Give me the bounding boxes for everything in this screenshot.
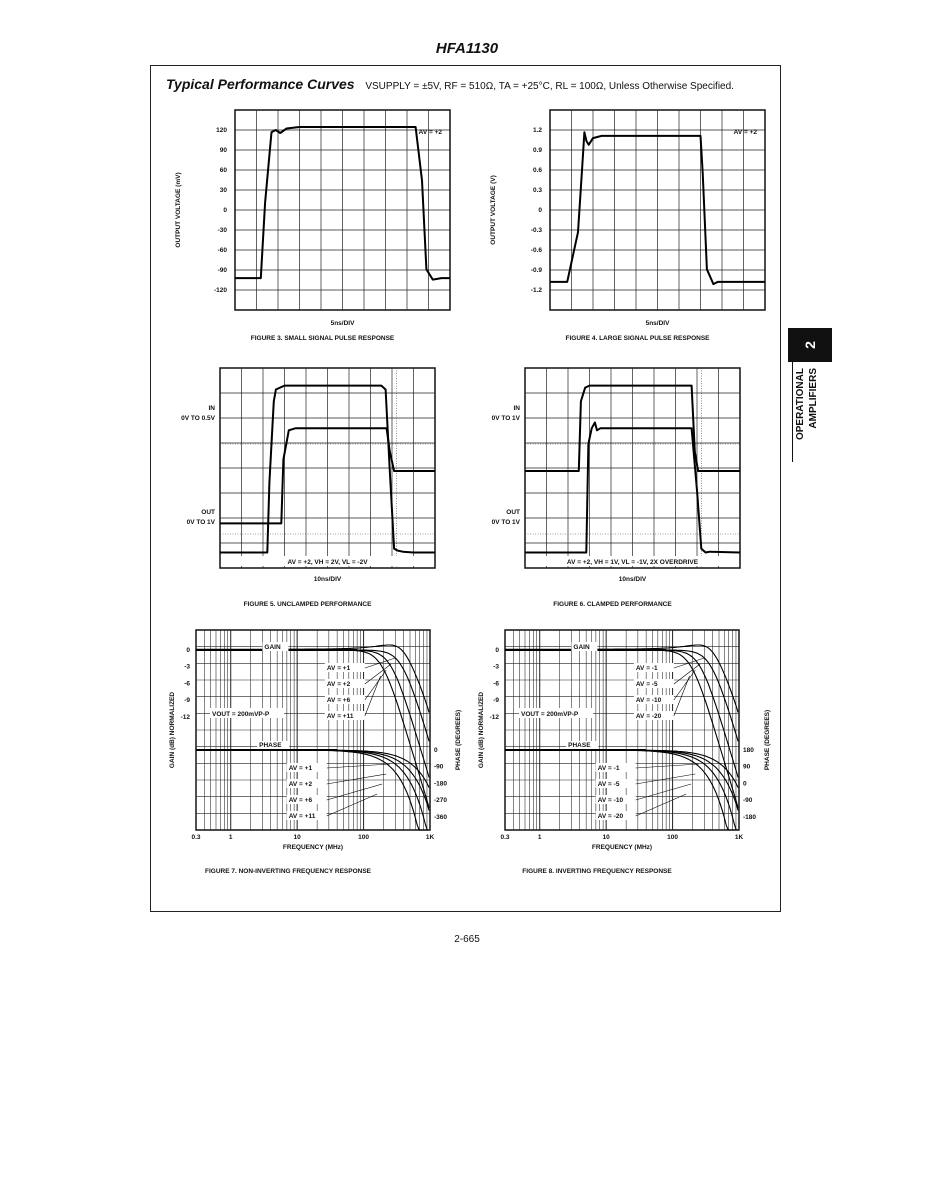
x-tick-label: 10 [602,834,610,841]
y-tick-label: 0.9 [532,147,542,154]
leader-line [636,794,686,816]
gain-annotation: AV = +2 [418,129,442,136]
y2-tick-label: -270 [434,797,448,805]
vout-label: VOUT = 200mVP-P [521,711,579,718]
phase-series-label: AV = -10 [597,797,624,804]
conditions-text: VSUPPLY = ±5V, RF = 510Ω, TA = +25°C, RL = 100Ω, Unless Otherwise Specified. [365,81,734,92]
y-tick-label: -0.6 [530,247,542,254]
phase-series-label: AV = +1 [288,765,313,772]
gain-series-label: AV = -20 [635,713,662,720]
phase-series-label: AV = +2 [288,781,313,788]
leader-line [636,784,691,800]
y-axis-label: GAIN (dB) NORMALIZED [169,691,176,769]
x-tick-label: 1K [734,834,744,841]
y-tick-label: -30 [217,227,227,234]
leader-line [636,774,696,784]
x-tick-label: 0.3 [191,834,201,841]
x-tick-label: 100 [667,834,679,841]
y2-tick-label: -90 [434,763,444,771]
chart-figure-8 [465,622,775,882]
side-tab-number: 2 [788,328,832,362]
y-tick-label: -0.9 [530,267,542,274]
phase-series-label: AV = -1 [597,765,620,772]
section-heading: Typical Performance Curves [166,76,355,92]
y-tick-label: -1.2 [530,287,542,294]
gain-series-label: AV = +2 [326,681,351,688]
y2-tick-label: 0 [743,780,747,788]
x-tick-label: 1 [537,834,542,841]
y-tick-label: 0 [186,647,190,654]
x-axis-label: 5ns/DIV [645,320,670,327]
x-axis-label: 5ns/DIV [330,320,355,327]
x-axis-label: FREQUENCY (MHz) [282,844,344,851]
leader-line [327,774,387,784]
y-tick-label: 30 [219,187,227,194]
chart-figure-6 [465,360,775,615]
scope-annotation: AV = +2, VH = 2V, VL = -2V [287,559,368,566]
gain-series-label: AV = +11 [326,713,354,720]
y2-tick-label: -360 [434,813,448,821]
y-tick-label: 0.3 [532,187,542,194]
y-tick-label: -6 [184,680,190,688]
y2-axis-label: PHASE (DEGREES) [455,709,462,771]
y-axis-label: OUTPUT VOLTAGE (mV) [175,172,182,248]
leader-line [327,794,377,816]
leader-line [327,784,382,800]
y-tick-label: 90 [219,147,227,154]
chart-figure-4 [465,100,775,350]
leader-line [327,764,390,768]
y2-tick-label: -180 [743,813,757,821]
x-tick-label: 10 [293,834,301,841]
gain-annotation: AV = +2 [733,129,757,136]
y2-tick-label: 180 [743,747,754,754]
y-tick-label: -9 [184,697,190,705]
side-tab-line2: AMPLIFIERS [808,368,819,429]
y-tick-label: 0 [495,647,499,654]
gain-label: GAIN [264,644,281,651]
x-tick-label: 100 [358,834,370,841]
phase-series-label: AV = +11 [288,813,316,820]
side-tab-rule [792,362,793,462]
in-range-label: 0V TO 1V [491,415,520,422]
page-header: HFA1130 [435,40,499,57]
gain-label: GAIN [573,644,590,651]
y-tick-label: -12 [180,713,190,721]
phase-series-label: AV = -20 [597,813,624,820]
x-tick-label: 1K [425,834,435,841]
in-label: IN [208,405,215,412]
y-tick-label: 60 [219,167,227,174]
x-axis-label: 10ns/DIV [313,576,342,583]
gain-series-label: AV = +1 [326,665,351,672]
figure-caption: FIGURE 5. UNCLAMPED PERFORMANCE [243,601,372,608]
y-tick-label: -3 [184,663,190,671]
section-title [166,76,734,92]
chart-figure-7 [160,622,460,882]
gain-series-label: AV = -5 [635,681,658,688]
y-tick-label: 0.6 [532,167,542,174]
y2-tick-label: -180 [434,780,448,788]
gain-series-label: AV = -10 [635,697,662,704]
y-tick-label: -0.3 [530,227,542,234]
vout-label: VOUT = 200mVP-P [212,711,270,718]
figure-caption: FIGURE 6. CLAMPED PERFORMANCE [553,601,672,608]
out-label: OUT [201,509,215,516]
x-tick-label: 1 [228,834,233,841]
y2-tick-label: 90 [743,763,751,771]
y-tick-label: -120 [213,287,227,294]
y2-tick-label: -90 [743,797,753,805]
x-axis-label: FREQUENCY (MHz) [591,844,653,851]
y-tick-label: 1.2 [532,127,542,134]
phase-series-label: AV = -5 [597,781,620,788]
phase-label: PHASE [568,742,591,749]
figure-caption: FIGURE 3. SMALL SIGNAL PULSE RESPONSE [250,335,395,342]
y-tick-label: -3 [493,663,499,671]
y-tick-label: -9 [493,697,499,705]
y-tick-label: -90 [217,267,227,274]
in-label: IN [513,405,520,412]
y2-axis-label: PHASE (DEGREES) [764,709,771,771]
figure-caption: FIGURE 4. LARGE SIGNAL PULSE RESPONSE [565,335,710,342]
side-tab-text [794,368,826,460]
phase-series-label: AV = +6 [288,797,313,804]
out-range-label: 0V TO 1V [186,519,215,526]
figure-caption: FIGURE 7. NON-INVERTING FREQUENCY RESPONSE [204,868,372,875]
gain-series-label: AV = -1 [635,665,658,672]
chart-figure-5 [160,360,460,615]
y2-tick-label: 0 [434,747,438,754]
leader-line [365,670,386,700]
out-range-label: 0V TO 1V [491,519,520,526]
leader-line [636,764,699,768]
page-number: 2-665 [454,934,480,945]
y-tick-label: 0 [223,207,227,214]
figure-caption: FIGURE 8. INVERTING FREQUENCY RESPONSE [522,868,672,875]
in-range-label: 0V TO 0.5V [181,415,215,422]
phase-label: PHASE [259,742,282,749]
gain-series-label: AV = +6 [326,697,351,704]
chart-figure-3 [150,100,460,350]
y-tick-label: -60 [217,247,227,254]
y-axis-label: OUTPUT VOLTAGE (V) [490,175,497,245]
y-tick-label: -12 [489,713,499,721]
out-label: OUT [506,509,520,516]
y-tick-label: 120 [216,127,227,134]
x-tick-label: 0.3 [500,834,510,841]
leader-line [674,670,695,700]
y-tick-label: 0 [538,207,542,214]
y-axis-label: GAIN (dB) NORMALIZED [478,691,485,769]
side-tab-line1: OPERATIONAL [795,368,806,441]
y-tick-label: -6 [493,680,499,688]
x-axis-label: 10ns/DIV [618,576,647,583]
scope-annotation: AV = +2, VH = 1V, VL = -1V, 2X OVERDRIVE [566,559,699,566]
side-tab [788,328,832,462]
